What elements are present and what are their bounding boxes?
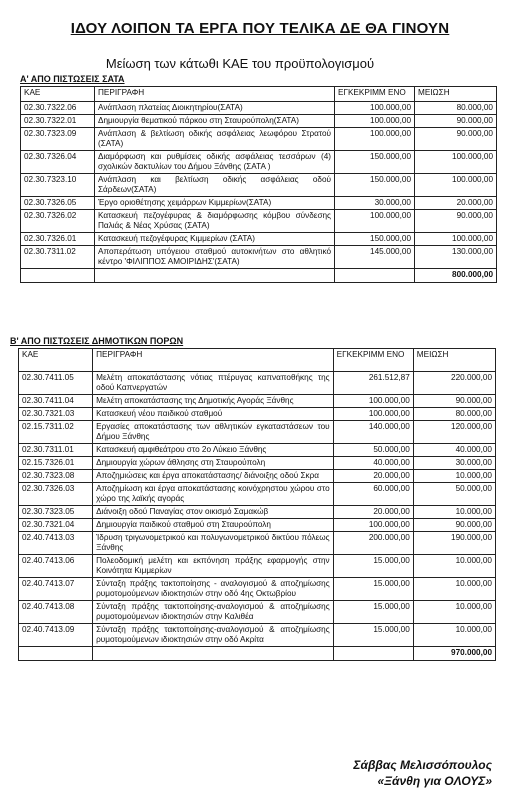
reduction-cell: 50.000,00 [413, 483, 495, 506]
total-cell: 970.000,00 [413, 647, 495, 661]
table-row [19, 555, 496, 578]
description-cell: Διάνοιξη οδού Παναγίας στον οικισμό Σαμακώβ [93, 506, 334, 519]
kae-cell: 02.15.7326.01 [19, 457, 93, 470]
approved-cell: 100.000,00 [335, 115, 415, 128]
table-row [21, 246, 497, 269]
kae-cell: 02.30.7323.08 [19, 470, 93, 483]
kae-cell: 02.40.7413.09 [19, 624, 93, 647]
table-row [21, 102, 497, 115]
header-reduction: ΜΕΙΩΣΗ [413, 349, 495, 372]
kae-cell: 02.30.7322.06 [21, 102, 95, 115]
approved-cell: 100.000,00 [333, 408, 413, 421]
kae-cell: 02.15.7311.02 [19, 421, 93, 444]
description-cell: Δημιουργία παιδικού σταθμού στη Σταυρούπολη [93, 519, 334, 532]
description-cell: Δημιουργία χώρων άθλησης στη Σταυρούπολη [93, 457, 334, 470]
page-title: ΙΔΟΥ ΛΟΙΠΟΝ ΤΑ ΕΡΓΑ ΠΟΥ ΤΕΛΙΚΑ ΔΕ ΘΑ ΓΙΝΟΥΝ [70, 20, 450, 37]
table-row [21, 128, 497, 151]
table-row [19, 444, 496, 457]
description-cell: Πολεοδομική μελέτη και εκπόνηση πράξης εφαρμογής στην Κοινότητα Κιμμερίων [93, 555, 334, 578]
description-cell: Εργασίες αποκατάστασης των αθλητικών εγκαταστάσεων του Δήμου Ξάνθης [93, 421, 334, 444]
description-cell: Σύνταξη πράξης τακτοποίησης - αναλογισμού & αποζημίωσης ρυμοτομούμενων ιδιοκτησιών στην οδό 4ης Οκτωβρίου [93, 578, 334, 601]
approved-cell: 100.000,00 [333, 519, 413, 532]
description-cell: Αποζημιώσεις και έργα αποκατάστασης/ διάνοιξης οδού Σκρα [93, 470, 334, 483]
description-cell: Μελέτη αποκατάστασης της Δημοτικής Αγοράς Ξάνθης [93, 395, 334, 408]
approved-cell: 40.000,00 [333, 457, 413, 470]
reduction-cell: 20.000,00 [415, 197, 497, 210]
total-cell: 800.000,00 [415, 269, 497, 283]
description-cell: Διαμόρφωση και ρυθμίσεις οδικής ασφάλειας τεσσάρων (4) σχολικών δακτυλίων του Δήμου Ξάνθης (ΣΑΤΑ ) [95, 151, 335, 174]
table-row [19, 519, 496, 532]
kae-cell: 02.30.7311.01 [19, 444, 93, 457]
approved-cell: 60.000,00 [333, 483, 413, 506]
section-a-label: Α' ΑΠΟ ΠΙΣΤΩΣΕΙΣ ΣΑΤΑ [20, 74, 125, 84]
description-cell: Ανάπλαση & βελτίωση οδικής ασφάλειας λεωφόρου Στρατού (ΣΑΤΑ) [95, 128, 335, 151]
approved-cell: 20.000,00 [333, 470, 413, 483]
table-row [19, 578, 496, 601]
kae-cell: 02.30.7323.05 [19, 506, 93, 519]
description-cell: Κατασκευή αμφιθεάτρου στο 2ο Λύκειο Ξάνθης [93, 444, 334, 457]
reduction-cell: 90.000,00 [413, 519, 495, 532]
approved-cell: 261.512,87 [333, 372, 413, 395]
table-row [19, 532, 496, 555]
table-row [19, 470, 496, 483]
description-cell: Δημιουργία θεματικού πάρκου στη Σταυρούπολη(ΣΑΤΑ) [95, 115, 335, 128]
reduction-cell: 90.000,00 [415, 128, 497, 151]
kae-cell: 02.30.7326.04 [21, 151, 95, 174]
description-cell: Αποπεράτωση υπόγειου σταθμού αυτοκινήτων στο αθλητικό κέντρο 'ΦΙΛΙΠΠΟΣ ΑΜΟΙΡΙΔΗΣ'(ΣΑΤΑ) [95, 246, 335, 269]
kae-cell: 02.30.7321.04 [19, 519, 93, 532]
description-cell: Κατασκευή πεζογέφυρας Κιμμερίων (ΣΑΤΑ) [95, 233, 335, 246]
approved-cell: 15.000,00 [333, 601, 413, 624]
table-row [19, 372, 496, 395]
description-cell: Μελέτη αποκατάστασης νότιας πτέρυγας καπναποθήκης της οδού Καπνεργατών [93, 372, 334, 395]
description-cell: Ίδρυση τριγωνομετρικού και πολυγωνομετρικού δικτύου πόλεως Ξάνθης [93, 532, 334, 555]
reduction-cell: 100.000,00 [415, 233, 497, 246]
kae-cell: 02.30.7323.09 [21, 128, 95, 151]
table-row [19, 408, 496, 421]
signature-org: «Ξάνθη για ΟΛΟΥΣ» [377, 774, 492, 788]
kae-cell: 02.30.7321.03 [19, 408, 93, 421]
approved-cell: 20.000,00 [333, 506, 413, 519]
section-b-label: Β' ΑΠΟ ΠΙΣΤΩΣΕΙΣ ΔΗΜΟΤΙΚΩΝ ΠΟΡΩΝ [10, 336, 184, 346]
table-row [19, 601, 496, 624]
approved-cell: 200.000,00 [333, 532, 413, 555]
kae-cell: 02.40.7413.08 [19, 601, 93, 624]
reduction-cell: 10.000,00 [413, 555, 495, 578]
approved-cell: 100.000,00 [335, 102, 415, 115]
description-cell: Κατασκευή νέου παιδικού σταθμού [93, 408, 334, 421]
kae-cell: 02.30.7411.05 [19, 372, 93, 395]
reduction-cell: 120.000,00 [413, 421, 495, 444]
reduction-cell: 90.000,00 [415, 115, 497, 128]
signature [353, 757, 492, 789]
kae-cell: 02.30.7326.03 [19, 483, 93, 506]
reduction-cell: 80.000,00 [415, 102, 497, 115]
reduction-cell: 10.000,00 [413, 578, 495, 601]
kae-cell: 02.40.7413.07 [19, 578, 93, 601]
table-header-row [21, 87, 497, 102]
approved-cell: 150.000,00 [335, 151, 415, 174]
approved-cell: 140.000,00 [333, 421, 413, 444]
table-row [19, 483, 496, 506]
approved-cell: 30.000,00 [335, 197, 415, 210]
header-description: ΠΕΡΙΓΡΑΦΗ [95, 87, 335, 102]
kae-cell: 02.30.7326.01 [21, 233, 95, 246]
kae-cell: 02.30.7322.01 [21, 115, 95, 128]
table-row [19, 421, 496, 444]
page-subtitle: Μείωση των κάτωθι ΚΑΕ του προϋπολογισμού [105, 56, 375, 71]
table-row [19, 395, 496, 408]
reduction-cell: 130.000,00 [415, 246, 497, 269]
table-row [19, 457, 496, 470]
approved-cell: 15.000,00 [333, 578, 413, 601]
header-description: ΠΕΡΙΓΡΑΦΗ [93, 349, 334, 372]
table-row [21, 151, 497, 174]
reduction-cell: 10.000,00 [413, 470, 495, 483]
approved-cell: 100.000,00 [335, 128, 415, 151]
reduction-cell: 10.000,00 [413, 624, 495, 647]
approved-cell: 150.000,00 [335, 233, 415, 246]
header-kae: ΚΑΕ [19, 349, 93, 372]
kae-cell: 02.40.7413.06 [19, 555, 93, 578]
description-cell: Σύνταξη πράξης τακτοποίησης-αναλογισμού & αποζημίωσης ρυμοτομούμενων ιδιοκτησιών στην Καλιθέα [93, 601, 334, 624]
reduction-cell: 90.000,00 [413, 395, 495, 408]
description-cell: Σύνταξη πράξης τακτοποίησης-αναλογισμού & αποζημίωσης ρυμοτομούμενων ιδιοκτησιών στην οδό Ακρίτα [93, 624, 334, 647]
table-row [21, 233, 497, 246]
reduction-cell: 100.000,00 [415, 174, 497, 197]
header-approved: ΕΓΚΕΚΡΙΜΜ ΕΝΟ [335, 87, 415, 102]
approved-cell: 50.000,00 [333, 444, 413, 457]
signature-name: Σάββας Μελισσόπουλος [353, 758, 492, 772]
table-header-row [19, 349, 496, 372]
header-reduction: ΜΕΙΩΣΗ [415, 87, 497, 102]
kae-cell: 02.40.7413.03 [19, 532, 93, 555]
reduction-cell: 220.000,00 [413, 372, 495, 395]
description-cell: Αποζημίωση και έργα αποκατάστασης κοινόχρηστου χώρου στο χώρο της λαϊκής αγοράς [93, 483, 334, 506]
approved-cell: 145.000,00 [335, 246, 415, 269]
reduction-cell: 100.000,00 [415, 151, 497, 174]
reduction-cell: 190.000,00 [413, 532, 495, 555]
table-row [19, 506, 496, 519]
reduction-cell: 10.000,00 [413, 601, 495, 624]
reduction-cell: 80.000,00 [413, 408, 495, 421]
reduction-cell: 30.000,00 [413, 457, 495, 470]
total-row [19, 647, 496, 661]
description-cell: Ανάπλαση και βελτίωση οδικής ασφάλειας οδού Σάρδεων(ΣΑΤΑ) [95, 174, 335, 197]
approved-cell: 100.000,00 [335, 210, 415, 233]
reduction-cell: 90.000,00 [415, 210, 497, 233]
kae-cell: 02.30.7326.05 [21, 197, 95, 210]
section-a-table [20, 86, 497, 283]
approved-cell: 100.000,00 [333, 395, 413, 408]
kae-cell: 02.30.7323.10 [21, 174, 95, 197]
total-row [21, 269, 497, 283]
kae-cell: 02.30.7411.04 [19, 395, 93, 408]
kae-cell: 02.30.7326.02 [21, 210, 95, 233]
approved-cell: 150.000,00 [335, 174, 415, 197]
section-b-table [18, 348, 496, 661]
kae-cell: 02.30.7311.02 [21, 246, 95, 269]
description-cell: Έργο οριοθέτησης χειμάρρων Κιμμερίων(ΣΑΤΑ) [95, 197, 335, 210]
reduction-cell: 10.000,00 [413, 506, 495, 519]
description-cell: Ανάπλαση πλατείας Διοικητηρίου(ΣΑΤΑ) [95, 102, 335, 115]
header-approved: ΕΓΚΕΚΡΙΜΜ ΕΝΟ [333, 349, 413, 372]
description-cell: Κατασκευή πεζογέφυρας & διαμόρφωσης κόμβου σύνδεσης Παλιάς & Νέας Χρύσας (ΣΑΤΑ) [95, 210, 335, 233]
table-row [21, 210, 497, 233]
table-row [21, 115, 497, 128]
approved-cell: 15.000,00 [333, 624, 413, 647]
reduction-cell: 40.000,00 [413, 444, 495, 457]
table-row [21, 197, 497, 210]
table-row [19, 624, 496, 647]
header-kae: ΚΑΕ [21, 87, 95, 102]
approved-cell: 15.000,00 [333, 555, 413, 578]
table-row [21, 174, 497, 197]
